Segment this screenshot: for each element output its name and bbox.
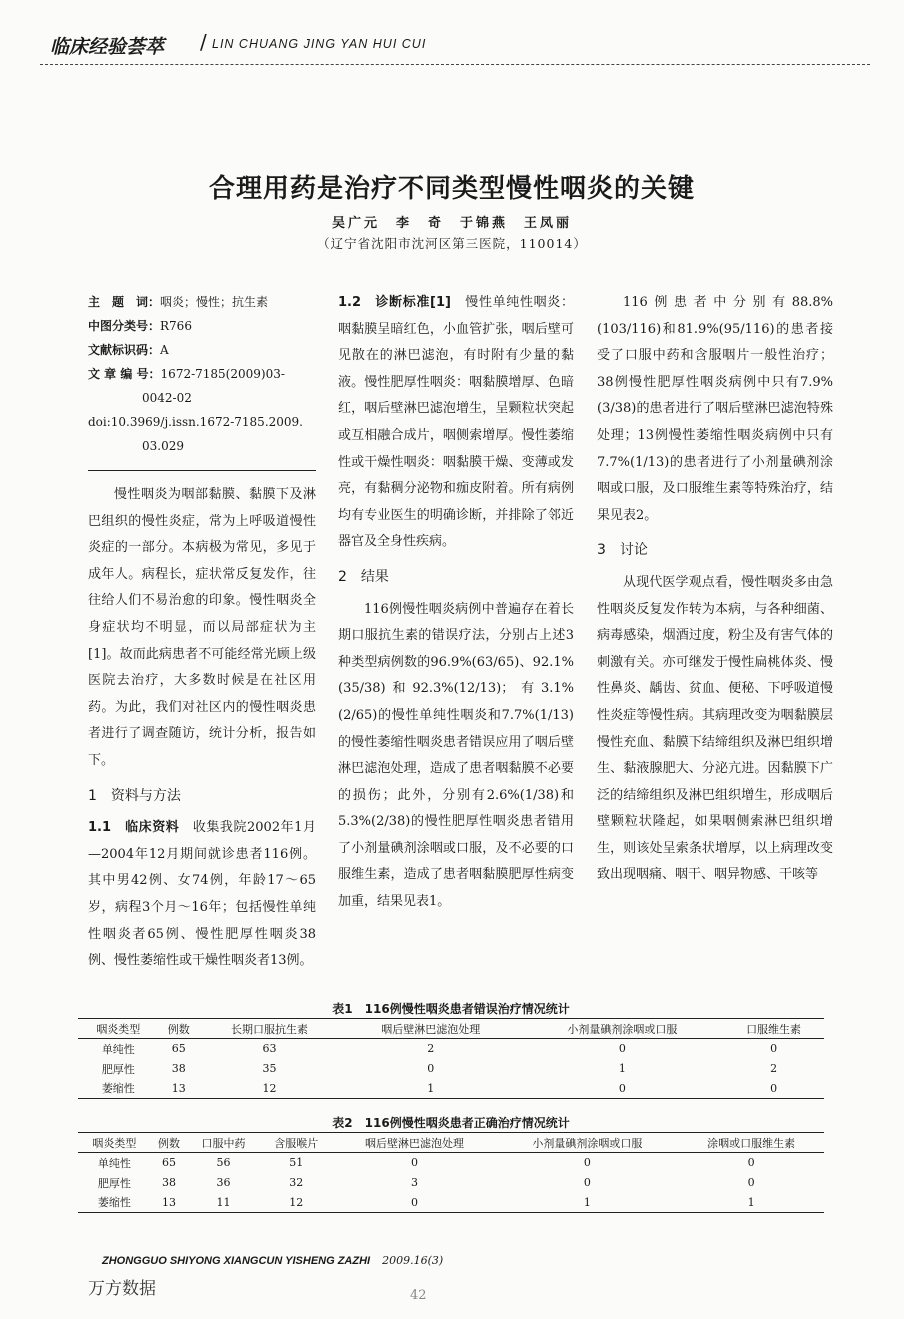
table-cell: 36: [216, 1176, 231, 1189]
column-3: [597, 290, 833, 889]
diagnosis-paragraph: [338, 290, 574, 556]
results-paragraph-1: 116例慢性咽炎病例中普遍存在着长期口服抗生素的错误疗法，分别占上述3种类型病例数的96.9%(63/65)、92.1%(35/38)和92.3%(12/13)；有3.1%(2/65)的慢性单纯性咽炎和7.7%(1/13)的慢性萎缩性咽炎患者错误应用了咽后壁淋巴滤泡处理，造成了患者咽黏膜不必要的损伤；此外，分别有2.6%(1/38)和5.3%(2/38)的慢性肥厚性咽炎患者错用了小剂量碘剂涂咽或口服，及不必要的口服维生素，造成了患者咽黏膜肥厚性病变加重，结果见表1。: [338, 601, 574, 910]
table-cell: 1: [496, 1193, 678, 1213]
table-row: [78, 1153, 824, 1173]
table-2: [78, 1114, 824, 1213]
table-cell: 0: [522, 1079, 724, 1099]
doc-code-label: 文献标识码：: [88, 343, 161, 357]
table-row: [78, 1039, 824, 1059]
table-cell: 0: [747, 1156, 755, 1170]
discussion-paragraph: 从现代医学观点看，慢性咽炎多由急性咽炎反复发作转为本病，与各种细菌、病毒感染，烟酒过度，粉尘及有害气体的刺激有关。亦可继发于慢性扁桃体炎、慢性鼻炎、龋齿、贫血、便秘、下呼吸道慢性炎症等慢性病。其病理改变为咽黏膜层慢性充血、黏膜下结缔组织及淋巴组织增生、黏液腺肥大、分泌亢进。因黏膜下广泛的结缔组织及淋巴组织增生，形成咽后壁颗粒状隆起，如果咽侧索淋巴组织增生，则该处呈索条状增厚，以上病理改变致出现咽痛、咽干、咽异物感、干咳等: [597, 574, 833, 883]
table-cell: 38: [171, 1062, 186, 1075]
running-footer: [102, 1254, 443, 1267]
table-2-grid: [78, 1132, 824, 1213]
article-title: 合理用药是治疗不同类型慢性咽炎的关键: [208, 174, 695, 204]
table-cell: 萎缩性: [78, 1193, 151, 1213]
doi-cont: 03.029: [142, 439, 184, 453]
article-metadata: [88, 290, 328, 458]
table-cell: 萎缩性: [78, 1079, 159, 1099]
watermark: 万方数据: [88, 1279, 156, 1299]
table-header-row: [78, 1019, 824, 1039]
results-paragraph-2: 116例患者中分别有88.8%(103/116)和81.9%(95/116)的患者接受了口服中药和含服咽片一般性治疗；38例慢性肥厚性咽炎病例中只有7.9%(3/38)的患者进行了咽后壁淋巴滤泡特殊处理；13例慢性萎缩性咽炎病例中只有7.7%(1/13)的患者进行了小剂量碘剂涂咽或口服，及口服维生素等特殊治疗，结果见表2。: [597, 295, 833, 523]
section-3-heading: 3 讨论: [597, 542, 648, 559]
table-1-caption: 表1 116例慢性咽炎患者错误治疗情况统计: [332, 1002, 570, 1016]
subsection-1-1-heading: 1.1 临床资料: [88, 820, 180, 836]
table-cell: 0: [411, 1156, 419, 1170]
table-1-grid: [78, 1018, 824, 1099]
column-header: 涂咽或口服维生素: [678, 1133, 824, 1153]
table-cell: 肥厚性: [97, 1176, 131, 1190]
table-cell: 11: [187, 1193, 260, 1213]
table-cell: 13: [151, 1193, 187, 1213]
table-cell: 0: [427, 1062, 435, 1075]
table-cell: 单纯性: [97, 1156, 131, 1170]
table-cell: 13: [159, 1079, 199, 1099]
column-header: 含服喉片: [260, 1133, 333, 1153]
table-row: [78, 1173, 824, 1193]
article-number-value-1: 1672-7185(2009)03-: [160, 367, 285, 381]
table-cell: 肥厚性: [101, 1062, 135, 1076]
column-header: 例数: [151, 1133, 187, 1153]
table-cell: 2: [427, 1042, 435, 1056]
doi-row: doi:10.3969/j.issn.1672-7185.2009.: [88, 415, 303, 429]
table-cell: 3: [411, 1176, 419, 1189]
header-slash: /: [200, 30, 207, 54]
subsection-1-1-text: 收集我院2002年1月—2004年12月期间就诊患者116例。其中男42例、女74例，年龄17～65岁，病程3个月～16年；包括慢性单纯性咽炎者65例、慢性肥厚性咽炎38例、慢性萎缩性或干燥性咽炎者13例。: [88, 820, 317, 969]
table-cell: 38: [161, 1176, 176, 1189]
table-cell: 0: [618, 1042, 626, 1056]
table-cell: 51: [289, 1156, 304, 1170]
table-cell: 63: [262, 1042, 277, 1056]
column-1: [88, 482, 316, 975]
column-header: 小剂量碘剂涂咽或口服: [496, 1133, 678, 1153]
intro-paragraph: 慢性咽炎为咽部黏膜、黏膜下及淋巴组织的慢性炎症，常为上呼吸道慢性炎症的一部分。本病极为常见，多见于成年人。病程长，症状常反复发作，往往给人们不易治愈的印象。慢性咽炎全身症状均不明显，而以局部症状为主[1]。故而此病患者不可能经常光顾上级医院去治疗，大多数时候是在社区用药。为此，我们对社区内的慢性咽炎患者进行了调查随访，统计分析，报告如下。: [88, 487, 316, 768]
table-row: [78, 1079, 824, 1099]
table-cell: 2: [770, 1062, 778, 1075]
table-cell: 0: [583, 1156, 591, 1170]
table-1: [78, 1000, 824, 1099]
clc-label: 中图分类号：: [88, 319, 161, 333]
table-cell: 56: [216, 1156, 231, 1170]
column-header: 咽炎类型: [78, 1133, 151, 1153]
column-header: 小剂量碘剂涂咽或口服: [522, 1019, 724, 1039]
clc-value: R766: [160, 319, 192, 333]
table-cell: 1: [618, 1062, 626, 1075]
table-header-row: [78, 1133, 824, 1153]
column-header: 咽炎类型: [78, 1019, 159, 1039]
table-cell: 35: [262, 1062, 277, 1075]
table-cell: 0: [723, 1079, 824, 1099]
footer-journal: ZHONGGUO SHIYONG XIANGCUN YISHENG ZAZHI: [102, 1255, 371, 1267]
doc-code-row: [88, 338, 328, 362]
subsection-1-2-heading: 1.2 诊断标准[1]: [338, 295, 451, 310]
column-header: 咽后壁淋巴滤泡处理: [340, 1019, 521, 1039]
footer-issue: 2009.16(3): [382, 1254, 444, 1267]
table-row: [78, 1059, 824, 1079]
column-header: 口服中药: [187, 1133, 260, 1153]
table-cell: 1: [678, 1193, 824, 1213]
keywords-row: [88, 290, 328, 314]
clinical-data-paragraph: [88, 815, 316, 975]
metadata-divider: [88, 470, 316, 471]
column-header: 例数: [159, 1019, 199, 1039]
article-number-row: [88, 362, 328, 386]
section-2-heading: 2 结果: [338, 568, 389, 585]
keywords-label: 主 题 词：: [88, 295, 161, 309]
article-number-cont: 0042-02: [142, 391, 192, 405]
table-cell: 0: [333, 1193, 497, 1213]
running-header: [40, 30, 870, 66]
table-row: [78, 1193, 824, 1213]
table-cell: 32: [289, 1176, 304, 1189]
page-number: 42: [410, 1288, 427, 1303]
column-header: 长期口服抗生素: [199, 1019, 340, 1039]
table-cell: 0: [747, 1176, 755, 1189]
table-cell: 65: [171, 1042, 186, 1056]
header-rule: [40, 64, 870, 65]
section-1-heading: 1 资料与方法: [88, 787, 181, 804]
table-2-caption: 表2 116例慢性咽炎患者正确治疗情况统计: [332, 1116, 570, 1130]
doc-code-value: A: [160, 343, 169, 357]
journal-name: 临床经验荟萃: [50, 36, 165, 58]
table-cell: 65: [161, 1156, 176, 1170]
table-cell: 12: [199, 1079, 340, 1099]
column-header: 咽后壁淋巴滤泡处理: [333, 1133, 497, 1153]
column-2: [338, 290, 574, 916]
table-cell: 1: [340, 1079, 521, 1099]
subsection-1-2-text: 慢性单纯性咽炎：咽黏膜呈暗红色，小血管扩张，咽后壁可见散在的淋巴滤泡，有时附有少量的黏液。慢性肥厚性咽炎：咽黏膜增厚、色暗红，咽后壁淋巴滤泡增生，呈颗粒状突起或互相融合成片，咽侧索增厚。慢性萎缩性或干燥性咽炎：咽黏膜干燥、变薄或发亮，有黏稠分泌物和痂皮附着。所有病例均有专业医生的明确诊断，并排除了邻近器官及全身性疾病。: [338, 295, 574, 550]
table-cell: 0: [583, 1176, 591, 1189]
table-cell: 单纯性: [101, 1042, 135, 1056]
article-number-label: 文 章 编 号：: [88, 367, 161, 381]
table-cell: 12: [260, 1193, 333, 1213]
clc-row: [88, 314, 328, 338]
journal-pinyin: LIN CHUANG JING YAN HUI CUI: [212, 37, 427, 51]
column-header: 口服维生素: [723, 1019, 824, 1039]
table-cell: 0: [770, 1042, 778, 1056]
affiliation: （辽宁省沈阳市沈河区第三医院，110014）: [317, 236, 587, 251]
keywords-value: 咽炎；慢性；抗生素: [160, 295, 269, 309]
authors: 吴广元 李 奇 于锦燕 王凤丽: [331, 216, 572, 231]
